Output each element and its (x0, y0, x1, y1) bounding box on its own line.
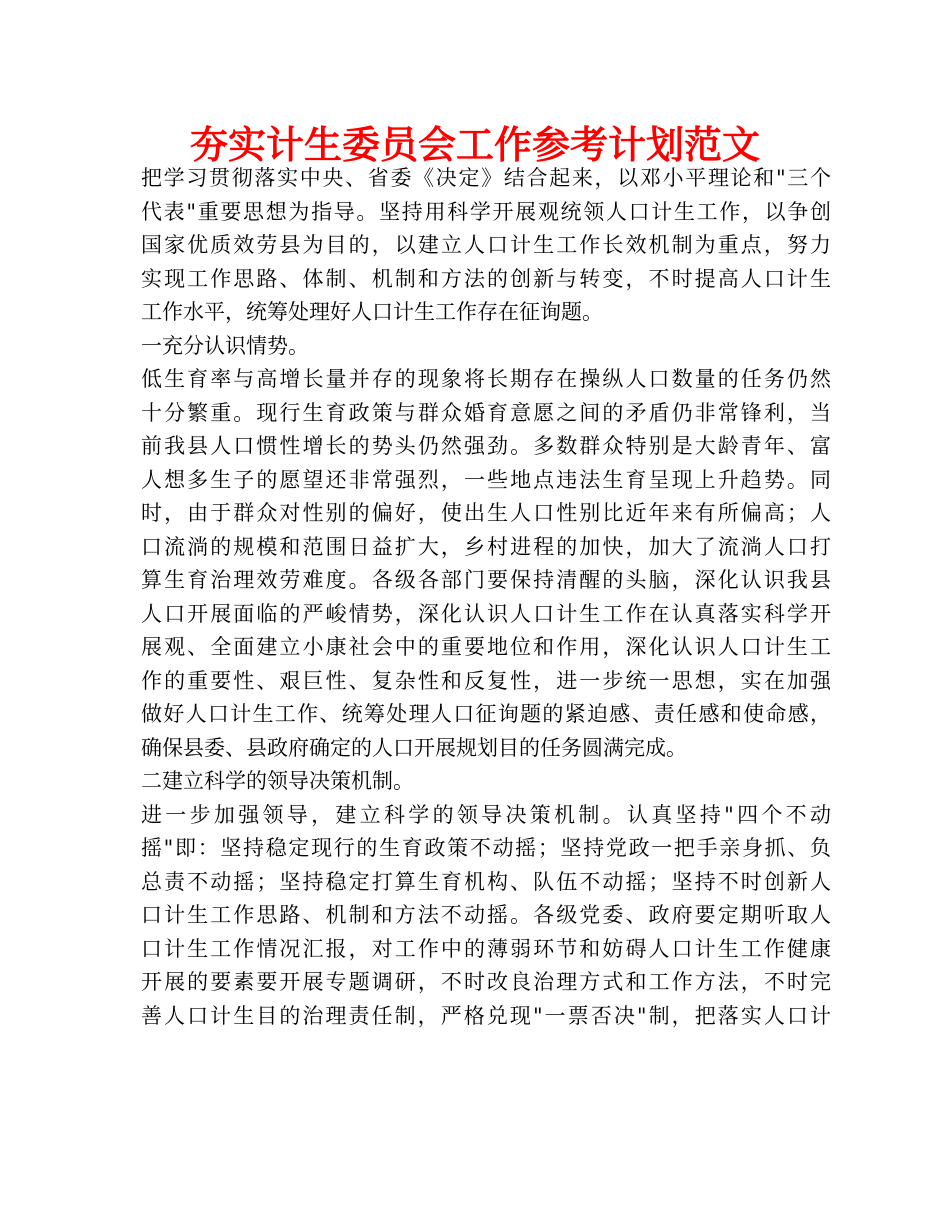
document-title: 夯实计生委员会工作参考计划范文 (189, 123, 760, 167)
body-text-line: 进一步加强领导，建立科学的领导决策机制。认真坚持"四个不动 (141, 802, 831, 827)
body-text-line: 十分繁重。现行生育政策与群众婚育意愿之间的矛盾仍非常锋利，当 (141, 400, 831, 425)
body-text-line: 摇"即：坚持稳定现行的生育政策不动摇；坚持党政一把手亲身抓、负 (141, 836, 831, 860)
body-text-line: 作的重要性、艰巨性、复杂性和反复性，进一步统一思想，实在加强 (141, 668, 831, 693)
body-text-line: 时，由于群众对性别的偏好，使出生人口性别比近年来有所偏高；人 (141, 501, 831, 525)
body-text-line: 工作水平，统筹处理好人口计生工作存在征询题。 (141, 300, 603, 324)
body-text-line: 做好人口计生工作、统筹处理人口征询题的紧迫感、责任感和使命感， (141, 702, 831, 726)
body-text-line: 人口开展面临的严峻情势，深化认识人口计生工作在认真落实科学开 (141, 601, 831, 626)
body-text-line: 前我县人口惯性增长的势头仍然强劲。多数群众特别是大龄青年、富 (141, 434, 831, 458)
body-text-line: 展观、全面建立小康社会中的重要地位和作用，深化认识人口计生工 (141, 635, 831, 659)
body-text-line: 人想多生子的愿望还非常强烈，一些地点违法生育呈现上升趋势。同 (141, 467, 831, 492)
body-text-line: 总责不动摇；坚持稳定打算生育机构、队伍不动摇；坚持不时创新人 (141, 869, 831, 894)
document-body (141, 162, 831, 1033)
body-text-line: 口计生工作思路、机制和方法不动摇。各级党委、政府要定期听取人 (141, 903, 831, 927)
body-text-line: 把学习贯彻落实中央、省委《决定》结合起来，以邓小平理论和"三个 (141, 166, 831, 190)
body-text-line: 确保县委、县政府确定的人口开展规划目的任务圆满完成。 (141, 735, 687, 760)
body-text-line: 代表"重要思想为指导。坚持用科学开展观统领人口计生工作，以争创 (141, 199, 831, 224)
body-text-line: 低生育率与高增长量并存的现象将长期存在操纵人口数量的任务仍然 (141, 367, 831, 391)
body-text-line: 二建立科学的领导决策机制。 (141, 769, 414, 793)
body-text-line: 一充分认识情势。 (141, 333, 309, 358)
body-text-line: 口流淌的规模和范围日益扩大，乡村进程的加快，加大了流淌人口打 (141, 534, 831, 559)
body-text-line: 算生育治理效劳难度。各级各部门要保持清醒的头脑，深化认识我县 (141, 568, 831, 592)
body-text-line: 开展的要素要开展专题调研，不时改良治理方式和工作方法，不时完 (141, 970, 831, 994)
body-text-line: 国家优质效劳县为目的，以建立人口计生工作长效机制为重点，努力 (141, 233, 831, 257)
body-text-line: 口计生工作情况汇报，对工作中的薄弱环节和妨碍人口计生工作健康 (141, 936, 831, 961)
body-text-line: 善人口计生目的治理责任制，严格兑现"一票否决"制，把落实人口计 (141, 1003, 831, 1028)
body-text-line: 实现工作思路、体制、机制和方法的创新与转变，不时提高人口计生 (141, 266, 831, 291)
